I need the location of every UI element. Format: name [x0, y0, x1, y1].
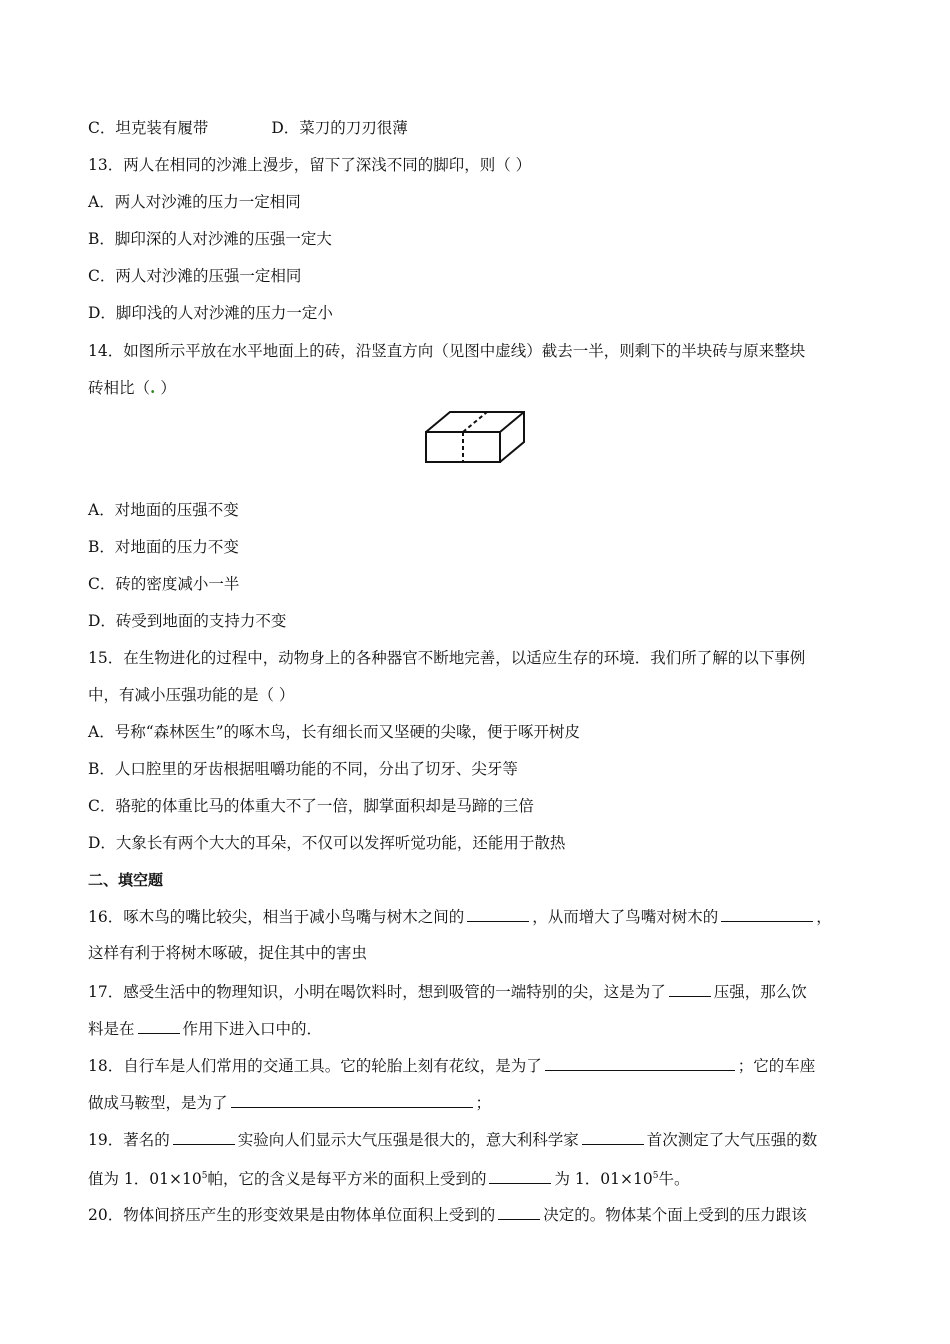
q18-text-d: ；: [475, 1094, 492, 1112]
q17-blank-1[interactable]: [669, 981, 711, 997]
q15-stem-line2: 中，有减小压强功能的是（ ）: [88, 686, 295, 704]
q17-text-c: 料是在: [88, 1020, 135, 1038]
q15-option-d: D．大象长有两个大大的耳朵，不仅可以发挥听觉功能，还能用于散热: [88, 834, 566, 852]
q14-option-d: D．砖受到地面的支持力不变: [88, 612, 287, 630]
q14-stem-line1: 14．如图所示平放在水平地面上的砖，沿竖直方向（见图中虚线）截去一半，则剩下的半块砖与原来整块: [88, 342, 806, 360]
q16-blank-2[interactable]: [721, 906, 813, 922]
q12-option-c: C．坦克装有履带: [88, 119, 209, 137]
q18-blank-1[interactable]: [545, 1055, 735, 1071]
q17-blank-2[interactable]: [138, 1018, 180, 1034]
q16-text-a: 16．啄木鸟的嘴比较尖，相当于减小鸟嘴与树木之间的: [88, 908, 465, 926]
q14-stem-dot: .: [150, 378, 156, 397]
q19-line1: [88, 1129, 870, 1150]
q15-option-b: B．人口腔里的牙齿根据咀嚼功能的不同，分出了切牙、尖牙等: [88, 760, 518, 778]
q13-stem: 13．两人在相同的沙滩上漫步，留下了深浅不同的脚印，则（ ）: [88, 156, 532, 174]
q13-option-d: D．脚印浅的人对沙滩的压力一定小: [88, 304, 333, 322]
q14-stem-line2-a: 砖相比（: [88, 379, 151, 397]
brick-top-side-edges: [426, 412, 524, 462]
q19-exponent-1: 5: [201, 1171, 208, 1181]
q13-option-c: C．两人对沙滩的压强一定相同: [88, 267, 302, 285]
q18-text-c: 做成马鞍型，是为了: [88, 1094, 228, 1112]
q20-text-a: 20．物体间挤压产生的形变效果是由物体单位面积上受到的: [88, 1206, 496, 1224]
q19-exponent-2: 5: [652, 1171, 659, 1181]
q14-stem-line2-b: ）: [155, 379, 176, 397]
q12-options-cd: [88, 118, 870, 138]
cut-line-top: [463, 412, 487, 432]
q18-line2: [88, 1092, 870, 1113]
q13-option-b: B．脚印深的人对沙滩的压强一定大: [88, 230, 332, 248]
q14-option-b: B．对地面的压力不变: [88, 538, 239, 556]
q19-text-g: 牛。: [658, 1170, 690, 1188]
brick-edge: [500, 412, 524, 432]
q19-text-e: 帕，它的含义是每平方米的面积上受到的: [207, 1170, 487, 1188]
section-title: 二、填空题: [88, 871, 164, 889]
q18-blank-2[interactable]: [231, 1092, 473, 1108]
q16-text-b: ，从而增大了鸟嘴对树木的: [532, 908, 719, 926]
q12-option-d: D．菜刀的刀刃很薄: [271, 119, 408, 137]
q15-stem-line1: 15．在生物进化的过程中，动物身上的各种器官不断地完善，以适应生存的环境．我们所了解的以下事例: [88, 649, 806, 667]
q20-text-b: 决定的。物体某个面上受到的压力跟该: [543, 1206, 807, 1224]
q14-option-c: C．砖的密度减小一半: [88, 575, 240, 593]
q15-option-c: C．骆驼的体重比马的体重大不了一倍，脚掌面积却是马蹄的三倍: [88, 797, 534, 815]
q17-text-d: 作用下进入口中的．: [182, 1020, 323, 1038]
q16-line2: 这样有利于将树木啄破，捉住其中的害虫: [88, 944, 368, 962]
q17-text-a: 17．感受生活中的物理知识，小明在喝饮料时，想到吸管的一端特别的尖，这是为了: [88, 983, 666, 1001]
brick-figure: [424, 410, 528, 466]
q19-blank-3[interactable]: [489, 1168, 551, 1184]
q16-text-c: ，: [816, 908, 832, 926]
q13-option-a: A．两人对沙滩的压力一定相同: [88, 193, 301, 211]
q17-line2: [88, 1018, 870, 1039]
q16-line1: [88, 906, 870, 927]
q19-blank-2[interactable]: [582, 1129, 644, 1145]
q16-blank-1[interactable]: [467, 906, 529, 922]
q19-text-d: 值为 1．01×10: [88, 1170, 202, 1188]
q19-blank-1[interactable]: [173, 1129, 235, 1145]
q14-stem-line2: [88, 378, 870, 398]
q20-line1: [88, 1204, 870, 1225]
q18-text-b: ；它的车座: [737, 1057, 816, 1075]
q17-text-b: 压强，那么饮: [713, 983, 807, 1001]
q19-line2: [88, 1166, 870, 1189]
q19-text-b: 实验向人们显示大气压强是很大的，意大利科学家: [237, 1131, 579, 1149]
q17-line1: [88, 981, 870, 1002]
q20-blank-1[interactable]: [498, 1204, 540, 1220]
q19-text-a: 19．著名的: [88, 1131, 170, 1149]
q18-text-a: 18．自行车是人们常用的交通工具。它的轮胎上刻有花纹，是为了: [88, 1057, 542, 1075]
q18-line1: [88, 1055, 870, 1076]
q15-option-a: A．号称“森林医生”的啄木鸟，长有细长而又坚硬的尖喙，便于啄开树皮: [88, 723, 581, 741]
q19-text-f: 为 1．01×10: [554, 1170, 653, 1188]
q19-text-c: 首次测定了大气压强的数: [646, 1131, 818, 1149]
q14-option-a: A．对地面的压强不变: [88, 501, 239, 519]
